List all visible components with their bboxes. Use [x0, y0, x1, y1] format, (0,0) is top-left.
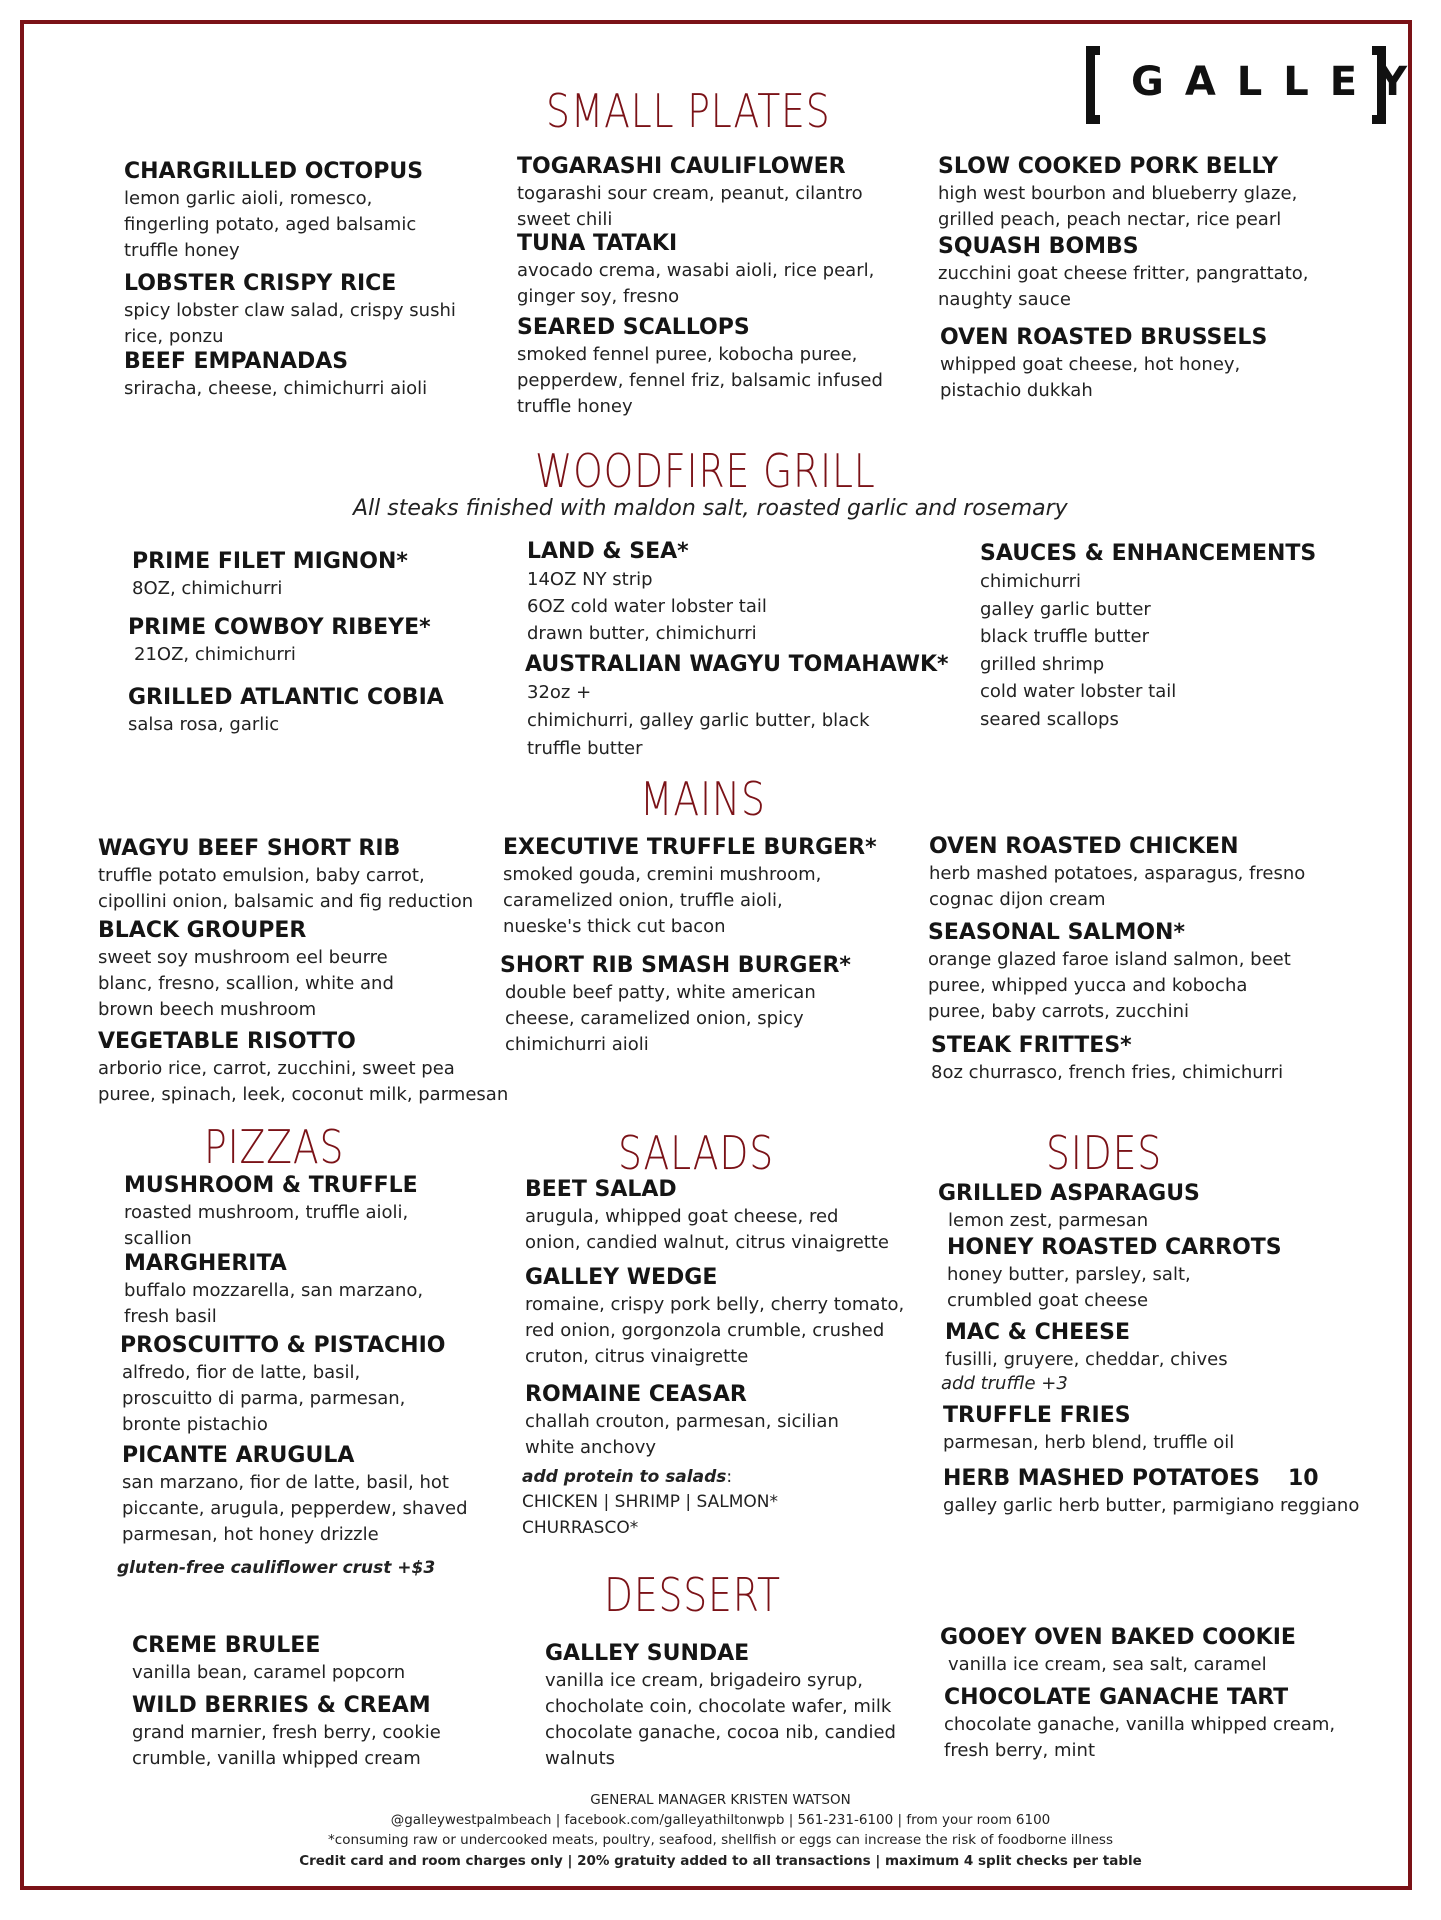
item-name: LAND & SEA* [527, 539, 689, 564]
menu-item [944, 1684, 1344, 1764]
salads-heading: SALADS [618, 1126, 775, 1180]
menu-item [545, 1640, 925, 1772]
item-description: lemon zest, parmesan [948, 1210, 1149, 1231]
item-name: EXECUTIVE TRUFFLE BURGER* [503, 835, 877, 860]
menu-item [128, 684, 468, 738]
item-name: SLOW COOKED PORK BELLY [938, 154, 1279, 179]
menu-item [943, 1402, 1343, 1456]
item-description: sriracha, cheese, chimichurri aioli [124, 378, 428, 399]
item-name: CHARGRILLED OCTOPUS [124, 159, 424, 184]
menu-item [132, 1632, 492, 1686]
item-name-row [943, 1465, 1363, 1493]
item-description: 8oz churrasco, french fries, chimichurri [931, 1062, 1284, 1083]
menu-item [525, 1264, 925, 1370]
menu-item [938, 1180, 1338, 1234]
menu-item [980, 540, 1360, 733]
item-description: drawn butter, chimichurri [527, 623, 757, 644]
item-description: buffalo mozzarella, san marzano, fresh basil [124, 1280, 424, 1327]
item-description: lemon garlic aioli, romesco, fingerling potato, aged balsamic truffle honey [124, 188, 417, 261]
logo-left-bracket [1086, 46, 1100, 124]
item-description: whipped goat cheese, hot honey, pistachio dukkah [940, 354, 1241, 401]
menu-item [941, 1319, 1345, 1395]
item-description: vanilla ice cream, brigadeiro syrup, chocholate coin, chocolate wafer, milk chocolate ganache, cocoa nib, candied walnuts [545, 1670, 896, 1769]
item-description: honey butter, parsley, salt, crumbled goat cheese [947, 1264, 1191, 1311]
item-description: grand marnier, fresh berry, cookie crumble, vanilla whipped cream [132, 1722, 441, 1769]
menu-item [98, 1028, 518, 1108]
footer-contact: @galleywestpalmbeach | facebook.com/galleyathiltonwpb | 561-231-6100 | from your room 6100 [390, 1812, 1051, 1828]
item-name: WAGYU BEEF SHORT RIB [98, 836, 401, 861]
galley-logo [1086, 46, 1429, 124]
menu-item [940, 1624, 1340, 1678]
item-description: cold water lobster tail [980, 681, 1177, 702]
footer-manager: GENERAL MANAGER KRISTEN WATSON [590, 1792, 851, 1808]
logo-text: GALLEY [1131, 59, 1429, 105]
menu-item [517, 230, 907, 310]
menu-item [122, 1442, 502, 1548]
item-name: MARGHERITA [124, 1251, 287, 1276]
item-description: galley garlic butter [980, 598, 1151, 620]
menu-item [525, 1381, 925, 1461]
item-description: parmesan, herb blend, truffle oil [943, 1432, 1235, 1453]
menu-item [931, 1032, 1331, 1086]
item-description: 32oz + [527, 682, 592, 703]
item-description: avocado crema, wasabi aioli, rice pearl, ginger soy, fresno [517, 260, 875, 307]
menu-item [938, 153, 1338, 233]
item-description: high west bourbon and blueberry glaze, grilled peach, peach nectar, rice pearl [938, 183, 1298, 230]
item-description: smoked fennel puree, kobocha puree, pepperdew, fennel friz, balsamic infused truffle honey [517, 344, 883, 417]
item-description: 6OZ cold water lobster tail [527, 596, 767, 617]
menu-item [525, 651, 949, 763]
item-name: PROSCUITTO & PISTACHIO [120, 1333, 446, 1358]
item-name: SQUASH BOMBS [938, 234, 1139, 259]
item-name: TOGARASHI CAULIFLOWER [517, 154, 846, 179]
menu-item [943, 1465, 1363, 1519]
item-description: alfredo, fior de latte, basil, proscuitto di parma, parmesan, bronte pistachio [122, 1362, 406, 1435]
item-name: PRIME COWBOY RIBEYE* [128, 615, 431, 640]
item-name: OVEN ROASTED BRUSSELS [940, 325, 1268, 350]
mains-heading: MAINS [640, 772, 766, 826]
menu-item [517, 153, 907, 233]
menu-item [124, 1250, 484, 1330]
item-description: zucchini goat cheese fritter, pangrattato, naughty sauce [938, 263, 1309, 310]
woodfire-grill-heading: WOODFIRE GRILL [535, 444, 876, 498]
woodfire-subtitle: All steaks finished with maldon salt, roasted garlic and rosemary [353, 496, 1068, 521]
item-name: SEASONAL SALMON* [928, 920, 1185, 945]
item-description: 8OZ, chimichurri [132, 578, 283, 599]
add-protein-text: add protein to salads [522, 1467, 727, 1487]
menu-item [517, 314, 907, 420]
item-description: chimichurri [980, 571, 1082, 592]
item-description: roasted mushroom, truffle aioli, scallion [124, 1202, 409, 1249]
item-description: grilled shrimp [980, 653, 1105, 675]
item-description: chimichurri, galley garlic butter, black truffle butter [527, 710, 870, 759]
item-name: LOBSTER CRISPY RICE [124, 271, 397, 296]
item-description: sweet soy mushroom eel beurre blanc, fresno, scallion, white and brown beech mushroom [98, 947, 394, 1020]
item-description: 21OZ, chimichurri [134, 644, 296, 665]
menu-item [128, 614, 458, 668]
item-description: san marzano, fior de latte, basil, hot piccante, arugula, pepperdew, shaved parmesan, hot honey drizzle [122, 1472, 468, 1545]
item-name: GRILLED ATLANTIC COBIA [128, 685, 444, 710]
item-name: CREME BRULEE [132, 1633, 321, 1658]
item-name: PRIME FILET MIGNON* [132, 549, 408, 574]
item-name: GOOEY OVEN BAKED COOKIE [940, 1625, 1296, 1650]
item-description: fusilli, gruyere, cheddar, chives [945, 1349, 1228, 1370]
menu-item [124, 158, 484, 264]
item-description: challah crouton, parmesan, sicilian white anchovy [525, 1411, 839, 1458]
item-description: vanilla ice cream, sea salt, caramel [948, 1654, 1267, 1675]
menu-item [503, 834, 903, 940]
item-description: 14OZ NY strip [527, 569, 653, 590]
menu-item [947, 1234, 1347, 1314]
item-name: SAUCES & ENHANCEMENTS [980, 541, 1317, 566]
item-name: CHOCOLATE GANACHE TART [944, 1685, 1289, 1710]
small-plates-heading: SMALL PLATES [546, 84, 831, 138]
menu-item [120, 1332, 490, 1438]
menu-item [98, 917, 498, 1023]
menu-item [938, 233, 1338, 313]
item-description: smoked gouda, cremini mushroom, caramelized onion, truffle aioli, nueske's thick cut bacon [503, 864, 822, 937]
item-name: WILD BERRIES & CREAM [132, 1693, 431, 1718]
item-name: SEARED SCALLOPS [517, 315, 750, 340]
menu-item [124, 1172, 484, 1252]
footer-policy: Credit card and room charges only | 20% gratuity added to all transactions | maximum 4 split checks per table [299, 1853, 1142, 1869]
item-name: GALLEY WEDGE [525, 1265, 718, 1290]
item-description: arugula, whipped goat cheese, red onion, candied walnut, citrus vinaigrette [525, 1206, 889, 1253]
item-description: black truffle butter [980, 626, 1149, 647]
mac-addon: add truffle +3 [941, 1373, 1068, 1394]
menu-item [132, 1692, 492, 1772]
item-name: BEEF EMPANADAS [124, 349, 349, 374]
menu-item [132, 548, 462, 602]
item-description: double beef patty, white american cheese, caramelized onion, spicy chimichurri aioli [505, 982, 816, 1055]
item-name: AUSTRALIAN WAGYU TOMAHAWK* [525, 652, 949, 677]
item-name: STEAK FRITTES* [931, 1033, 1132, 1058]
item-description: herb mashed potatoes, asparagus, fresno cognac dijon cream [929, 863, 1306, 910]
item-description: spicy lobster claw salad, crispy sushi rice, ponzu [124, 300, 456, 347]
item-name: MAC & CHEESE [945, 1320, 1131, 1345]
menu-item [525, 1176, 925, 1256]
add-protein-label [522, 1464, 732, 1490]
dessert-heading: DESSERT [604, 1568, 781, 1622]
item-name: BEET SALAD [525, 1177, 677, 1202]
item-name: SHORT RIB SMASH BURGER* [500, 953, 851, 978]
item-description: chocolate ganache, vanilla whipped cream, fresh berry, mint [944, 1714, 1336, 1761]
item-name: MUSHROOM & TRUFFLE [124, 1173, 418, 1198]
menu-item [527, 538, 907, 647]
item-name: VEGETABLE RISOTTO [98, 1029, 356, 1054]
protein-options: CHICKEN | SHRIMP | SALMON* CHURRASCO* [522, 1492, 779, 1538]
item-name: HERB MASHED POTATOES [943, 1466, 1260, 1491]
add-protein-colon: : [726, 1467, 733, 1487]
menu-item [98, 835, 498, 915]
item-name: HONEY ROASTED CARROTS [947, 1235, 1282, 1260]
item-name: OVEN ROASTED CHICKEN [929, 834, 1239, 859]
footer-warning: *consuming raw or undercooked meats, poultry, seafood, shellfish or eggs can increase the risk of foodborne illness [328, 1832, 1113, 1848]
item-name: ROMAINE CEASAR [525, 1382, 747, 1407]
logo-right-bracket [1372, 46, 1386, 124]
item-description: romaine, crispy pork belly, cherry tomato, red onion, gorgonzola crumble, crushed cruton, citrus vinaigrette [525, 1294, 905, 1367]
item-name: TRUFFLE FRIES [943, 1403, 1131, 1428]
item-description: orange glazed faroe island salmon, beet puree, whipped yucca and kobocha puree, baby carrots, zucchini [928, 949, 1291, 1022]
menu-item [124, 348, 504, 402]
menu-item [940, 324, 1340, 404]
item-description: truffle potato emulsion, baby carrot, cipollini onion, balsamic and fig reduction [98, 865, 474, 912]
item-description: salsa rosa, garlic [128, 714, 280, 735]
item-name: PICANTE ARUGULA [122, 1443, 355, 1468]
menu-item [928, 919, 1328, 1025]
item-price: 10 [1287, 1466, 1319, 1491]
menu-item [929, 833, 1329, 913]
item-description: seared scallops [980, 708, 1119, 730]
item-description: vanilla bean, caramel popcorn [132, 1662, 406, 1683]
item-name: TUNA TATAKI [517, 231, 678, 256]
item-name: GALLEY SUNDAE [545, 1641, 750, 1666]
item-description: galley garlic herb butter, parmigiano reggiano [943, 1495, 1360, 1516]
menu-item [124, 270, 484, 350]
item-name: GRILLED ASPARAGUS [938, 1181, 1200, 1206]
item-description: togarashi sour cream, peanut, cilantro sweet chili [517, 183, 863, 230]
pizzas-heading: PIZZAS [204, 1120, 345, 1174]
menu-item [500, 952, 900, 1058]
sides-heading: SIDES [1046, 1126, 1162, 1180]
item-name: BLACK GROUPER [98, 918, 307, 943]
gluten-free-note: gluten-free cauliflower crust +$3 [117, 1558, 436, 1578]
item-description: arborio rice, carrot, zucchini, sweet pea puree, spinach, leek, coconut milk, parmesan [98, 1058, 509, 1105]
